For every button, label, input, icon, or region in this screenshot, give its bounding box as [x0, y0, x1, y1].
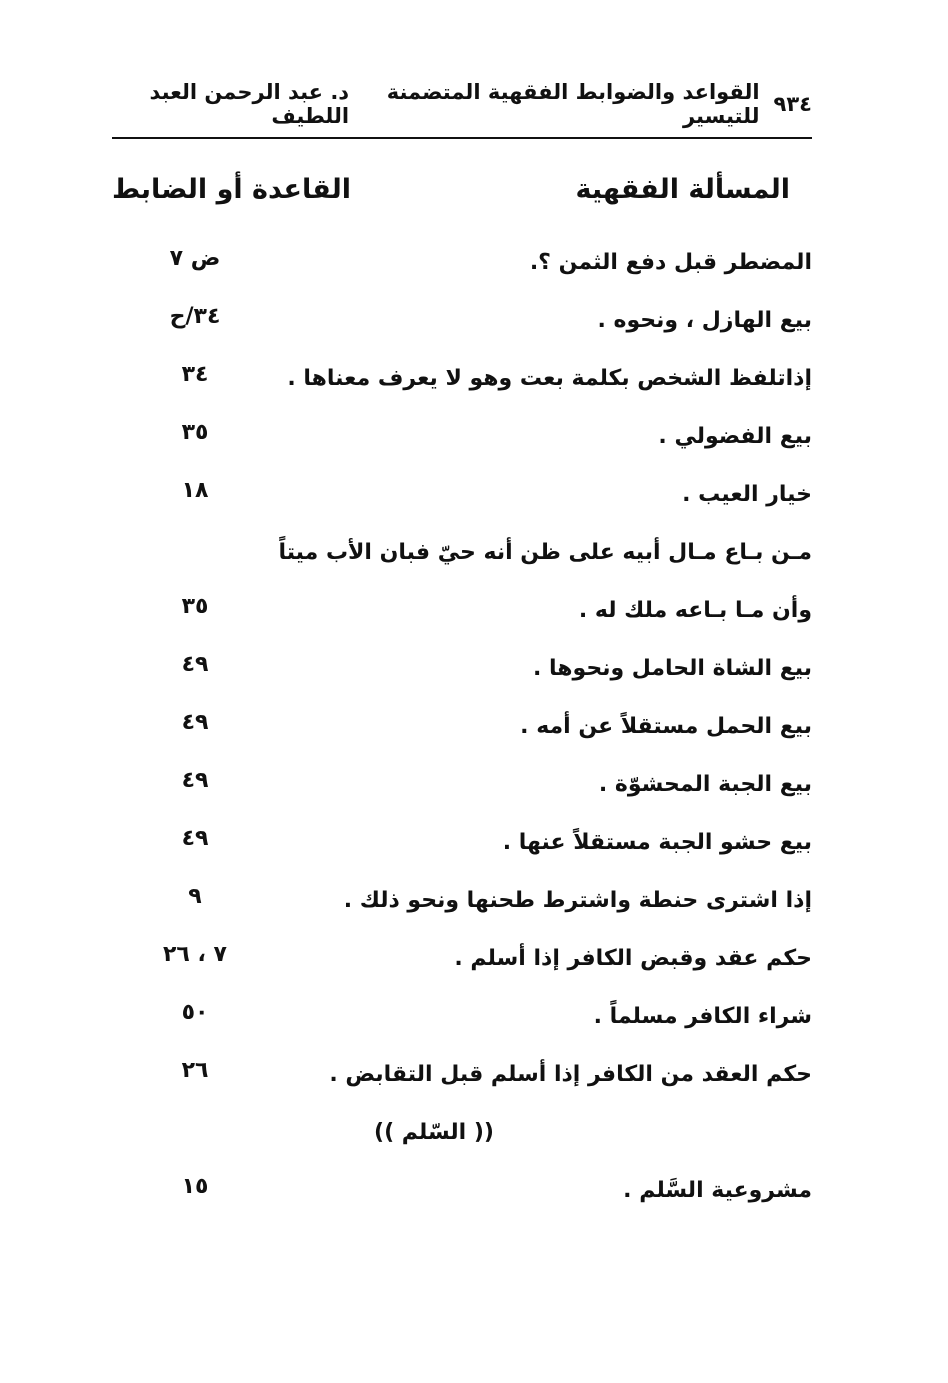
page-number: ٩٣٤ — [773, 92, 812, 116]
section-heading-row — [0, 1114, 948, 1172]
column-heading-issue: المسألة الفقهية — [575, 174, 790, 205]
index-row — [0, 302, 948, 360]
rule-reference: ٧ ، ٢٦ — [163, 942, 227, 967]
rule-reference: ض ٧ — [169, 246, 221, 271]
rule-reference: ٤٩ — [181, 826, 209, 851]
rule-reference: ٤٩ — [181, 768, 209, 793]
section-heading: (( السّلم )) — [374, 1120, 494, 1145]
issue-text: شراء الكافر مسلماً . — [593, 1004, 812, 1029]
rule-reference: ٩ — [188, 884, 202, 909]
issue-text: مـن بـاع مـال أبيه على ظن أنه حيّ فبان الأب ميتاً — [278, 540, 812, 565]
author-name: د. عبد الرحمن العبد اللطيف — [149, 80, 350, 128]
index-row — [0, 476, 948, 534]
index-row — [0, 244, 948, 302]
issue-text: إذاتلفظ الشخص بكلمة بعت وهو لا يعرف معناها . — [287, 366, 812, 391]
rule-reference: ٣٤/ح — [169, 304, 221, 329]
index-row — [0, 1172, 948, 1230]
index-row — [0, 998, 948, 1056]
rule-reference: ٤٩ — [181, 710, 209, 735]
rule-reference: ١٨ — [181, 478, 209, 503]
rule-reference: ٤٩ — [181, 652, 209, 677]
running-header — [112, 80, 812, 128]
index-row — [0, 766, 948, 824]
index-row — [0, 708, 948, 766]
issue-text: بيع الحمل مستقلاً عن أمه . — [520, 714, 812, 739]
index-row — [0, 418, 948, 476]
index-row — [0, 940, 948, 998]
rule-reference: ١٥ — [181, 1174, 209, 1199]
index-row — [0, 1056, 948, 1114]
rule-reference: ٣٥ — [181, 420, 209, 445]
issue-text: بيع الهازل ، ونحوه . — [597, 308, 812, 333]
issue-text: حكم العقد من الكافر إذا أسلم قبل التقابض . — [329, 1062, 812, 1087]
issue-text: خيار العيب . — [682, 482, 812, 507]
index-table — [0, 244, 948, 1230]
issue-text: بيع الشاة الحامل ونحوها . — [533, 656, 812, 681]
index-row — [0, 592, 948, 650]
column-heading-rule: القاعدة أو الضابط — [112, 174, 351, 205]
rule-reference: ٢٦ — [181, 1058, 209, 1083]
issue-text: المضطر قبل دفع الثمن ؟. — [529, 250, 812, 275]
index-row — [0, 650, 948, 708]
rule-reference: ٣٥ — [181, 594, 209, 619]
index-row — [0, 534, 948, 592]
rule-reference: ٥٠ — [181, 1000, 209, 1025]
header-divider — [112, 137, 812, 139]
issue-text: بيع الفضولي . — [658, 424, 812, 449]
issue-text: وأن مـا بـاعه ملك له . — [578, 598, 812, 623]
index-row — [0, 824, 948, 882]
issue-text: إذا اشترى حنطة واشترط طحنها ونحو ذلك . — [343, 888, 812, 913]
book-title: القواعد والضوابط الفقهية المتضمنة للتيسير — [386, 80, 760, 128]
issue-text: بيع الجبة المحشوّة . — [598, 772, 812, 797]
index-row — [0, 882, 948, 940]
issue-text: بيع حشو الجبة مستقلاً عنها . — [502, 830, 812, 855]
index-row — [0, 360, 948, 418]
rule-reference: ٣٤ — [181, 362, 209, 387]
issue-text: حكم عقد وقبض الكافر إذا أسلم . — [454, 946, 812, 971]
issue-text: مشروعية السَّلم . — [623, 1178, 812, 1203]
